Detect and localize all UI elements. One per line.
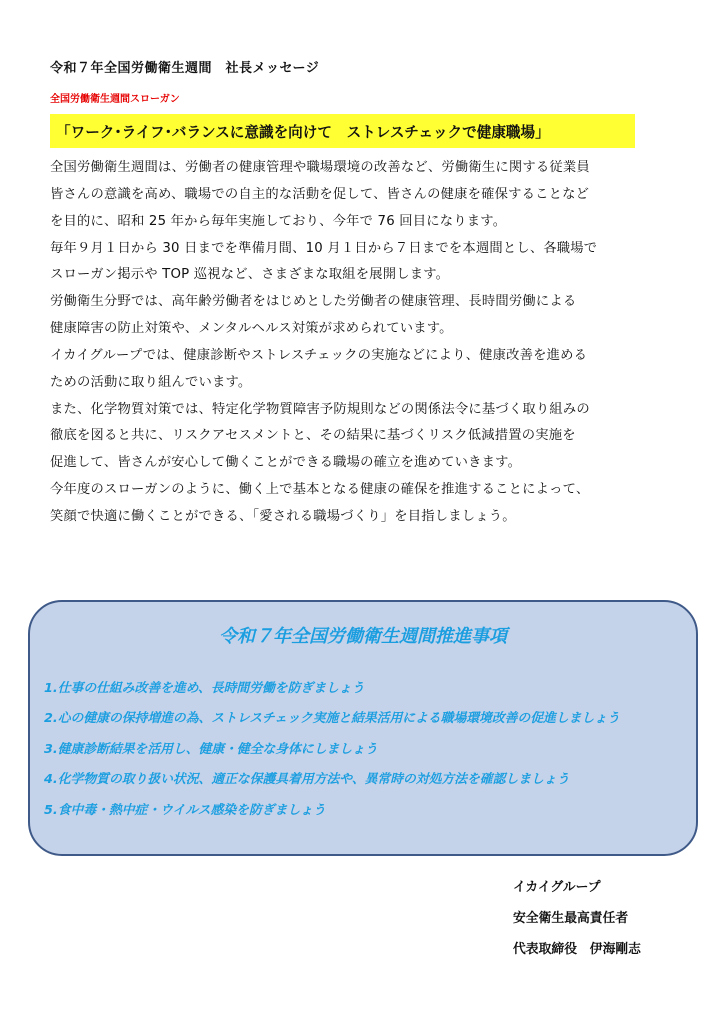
promotion-box	[28, 600, 698, 856]
promotion-item: 2.心の健康の保持増進の為、ストレスチェック実施と結果活用による職場環境改善の促進しましょう	[44, 711, 620, 727]
body-line: 毎年９月１日から 30 日までを準備月間、10 月１日から７日までを本週間とし、各職場で	[50, 240, 598, 256]
slogan-label: 全国労働衛生週間スローガン	[50, 94, 180, 105]
body-line: 徹底を図ると共に、リスクアセスメントと、その結果に基づくリスク低減措置の実施を	[50, 428, 576, 444]
promotion-item: 4.化学物質の取り扱い状況、適正な保護具着用方法や、異常時の対処方法を確認しましょう	[44, 772, 570, 788]
body-line: イカイグループでは、健康診断やストレスチェックの実施などにより、健康改善を進める	[50, 347, 588, 363]
page-title: 令和７年全国労働衛生週間 社長メッセージ	[50, 61, 320, 76]
slogan-highlight-box	[50, 114, 635, 148]
signature-name: 代表取締役 伊海剛志	[513, 942, 641, 957]
promotion-list	[44, 674, 620, 826]
body-line: 皆さんの意識を高め、職場での自主的な活動を促して、皆さんの健康を確保することなど	[50, 186, 590, 202]
body-line: ための活動に取り組んでいます。	[50, 374, 252, 390]
promotion-item: 5.食中毒・熱中症・ウイルス感染を防ぎましょう	[44, 802, 326, 818]
body-line: 笑顔で快適に働くことができる、「愛される職場づくり」を目指しましょう。	[50, 508, 516, 524]
body-line: 労働衛生分野では、高年齢労働者をはじめとした労働者の健康管理、長時間労働による	[50, 294, 577, 310]
body-line: 促進して、皆さんが安心して働くことができる職場の確立を進めていきます。	[50, 455, 522, 471]
signature-position: 安全衛生最高責任者	[513, 911, 629, 926]
message-body	[50, 155, 690, 531]
body-line: を目的に、昭和 25 年から毎年実施しており、今年で 76 回目になります。	[50, 213, 507, 229]
signature-company: イカイグループ	[513, 880, 601, 895]
body-line: 全国労働衛生週間は、労働者の健康管理や職場環境の改善など、労働衛生に関する従業員	[50, 160, 590, 175]
promotion-item: 3.健康診断結果を活用し、健康・健全な身体にしましょう	[44, 741, 378, 757]
body-line: スローガン掲示や TOP 巡視など、さまざまな取組を展開します。	[50, 267, 450, 283]
body-line: 健康障害の防止対策や、メンタルヘルス対策が求められています。	[50, 321, 453, 337]
signature-block	[513, 872, 641, 965]
slogan-text: 「ワーク･ライフ･バランスに意識を向けて ストレスチェックで健康職場」	[56, 123, 550, 141]
body-line: また、化学物質対策では、特定化学物質障害予防規則などの関係法令に基づく取り組みの	[50, 401, 590, 417]
promotion-item: 1.仕事の仕組み改善を進め、長時間労働を防ぎましょう	[44, 681, 365, 696]
promotion-title: 令和７年全国労働衛生週間推進事項	[219, 626, 507, 647]
body-line: 今年度のスローガンのように、働く上で基本となる健康の確保を推進することによって、	[50, 482, 590, 498]
